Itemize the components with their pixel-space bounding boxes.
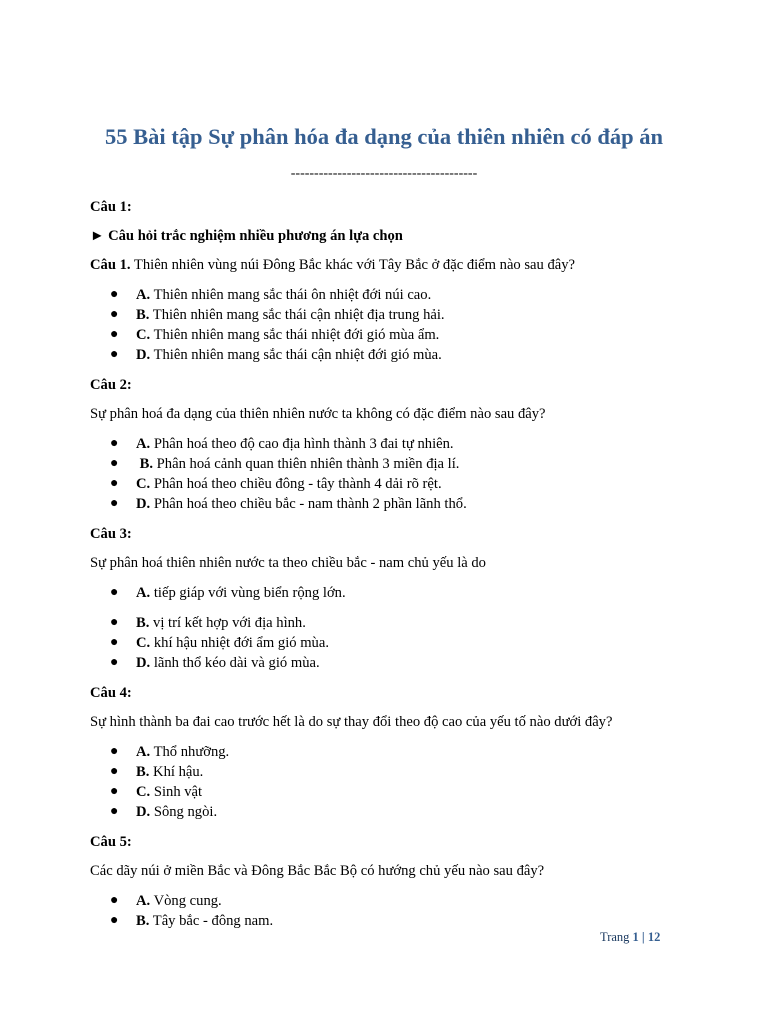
bullet-icon: ● xyxy=(110,456,119,471)
bullet-icon: ● xyxy=(110,615,119,630)
option-a: ● A. tiếp giáp với vùng biển rộng lớn. xyxy=(110,585,346,601)
bullet-icon: ● xyxy=(110,496,119,511)
question-3-options-a xyxy=(90,583,346,603)
question-5-options xyxy=(90,891,273,931)
option-c: ● C. Thiên nhiên mang sắc thái nhiệt đới gió mùa ẩm. xyxy=(110,327,440,343)
option-c: ● C. Phân hoá theo chiều đông - tây thành 4 dải rõ rệt. xyxy=(110,476,442,492)
question-3-heading: Câu 3: xyxy=(90,526,132,542)
question-1-stem: Câu 1. Thiên nhiên vùng núi Đông Bắc khác với Tây Bắc ở đặc điểm nào sau đây? xyxy=(90,257,576,273)
option-d: ● D. Phân hoá theo chiều bắc - nam thành 2 phần lãnh thổ. xyxy=(110,496,467,512)
bullet-icon: ● xyxy=(110,804,119,819)
bullet-icon: ● xyxy=(110,307,119,322)
option-c: ● C. Sinh vật xyxy=(110,784,203,800)
question-4-options xyxy=(90,742,229,822)
option-d: ● D. Thiên nhiên mang sắc thái cận nhiệt đới gió mùa. xyxy=(110,347,442,363)
question-3-stem: Sự phân hoá thiên nhiên nước ta theo chiều bắc - nam chủ yếu là do xyxy=(90,555,486,571)
bullet-icon: ● xyxy=(110,287,119,302)
question-4-stem: Sự hình thành ba đai cao trước hết là do sự thay đổi theo độ cao của yếu tố nào dưới đây? xyxy=(90,714,613,730)
question-2-heading: Câu 2: xyxy=(90,377,132,393)
option-b: ● B. vị trí kết hợp với địa hình. xyxy=(110,615,306,631)
bullet-icon: ● xyxy=(110,913,119,928)
question-4-heading: Câu 4: xyxy=(90,685,132,701)
option-a: ● A. Thiên nhiên mang sắc thái ôn nhiệt đới núi cao. xyxy=(110,287,432,303)
option-b: ● B. Phân hoá cảnh quan thiên nhiên thành 3 miền địa lí. xyxy=(110,456,460,472)
bullet-icon: ● xyxy=(110,476,119,491)
question-3-options xyxy=(90,613,329,673)
bullet-icon: ● xyxy=(110,347,119,362)
question-2-options xyxy=(90,434,467,514)
divider-line: ---------------------------------------- xyxy=(290,166,478,181)
bullet-icon: ● xyxy=(110,635,119,650)
bullet-icon: ● xyxy=(110,436,119,451)
option-a: ● A. Thổ nhưỡng. xyxy=(110,744,230,760)
option-b: ● B. Khí hậu. xyxy=(110,764,204,780)
question-2-stem: Sự phân hoá đa dạng của thiên nhiên nước ta không có đặc điểm nào sau đây? xyxy=(90,406,546,422)
bullet-icon: ● xyxy=(110,764,119,779)
option-b: ● B. Tây bắc - đông nam. xyxy=(110,913,274,929)
option-c: ● C. khí hậu nhiệt đới ẩm gió mùa. xyxy=(110,635,329,651)
option-a: ● A. Phân hoá theo độ cao địa hình thành 3 đai tự nhiên. xyxy=(110,436,454,452)
option-d: ● D. Sông ngòi. xyxy=(110,804,218,820)
option-a: ● A. Vòng cung. xyxy=(110,893,222,909)
bullet-icon: ● xyxy=(110,585,119,600)
page-title: 55 Bài tập Sự phân hóa đa dạng của thiên nhiên có đáp án xyxy=(104,124,664,149)
option-b: ● B. Thiên nhiên mang sắc thái cận nhiệt địa trung hải. xyxy=(110,307,445,323)
page-number-footer: Trang 1 | 12 xyxy=(600,930,661,944)
bullet-icon: ● xyxy=(110,327,119,342)
question-5-heading: Câu 5: xyxy=(90,834,132,850)
question-1-options xyxy=(90,285,445,365)
bullet-icon: ● xyxy=(110,655,119,670)
question-5-stem: Các dãy núi ở miền Bắc và Đông Bắc Bắc Bộ có hướng chủ yếu nào sau đây? xyxy=(90,863,545,879)
bullet-icon: ● xyxy=(110,893,119,908)
question-1-heading: Câu 1: xyxy=(90,199,132,215)
bullet-icon: ● xyxy=(110,784,119,799)
option-d: ● D. lãnh thổ kéo dài và gió mùa. xyxy=(110,655,320,671)
bullet-icon: ● xyxy=(110,744,119,759)
section-header: ► Câu hỏi trắc nghiệm nhiều phương án lựa chọn xyxy=(90,228,403,244)
